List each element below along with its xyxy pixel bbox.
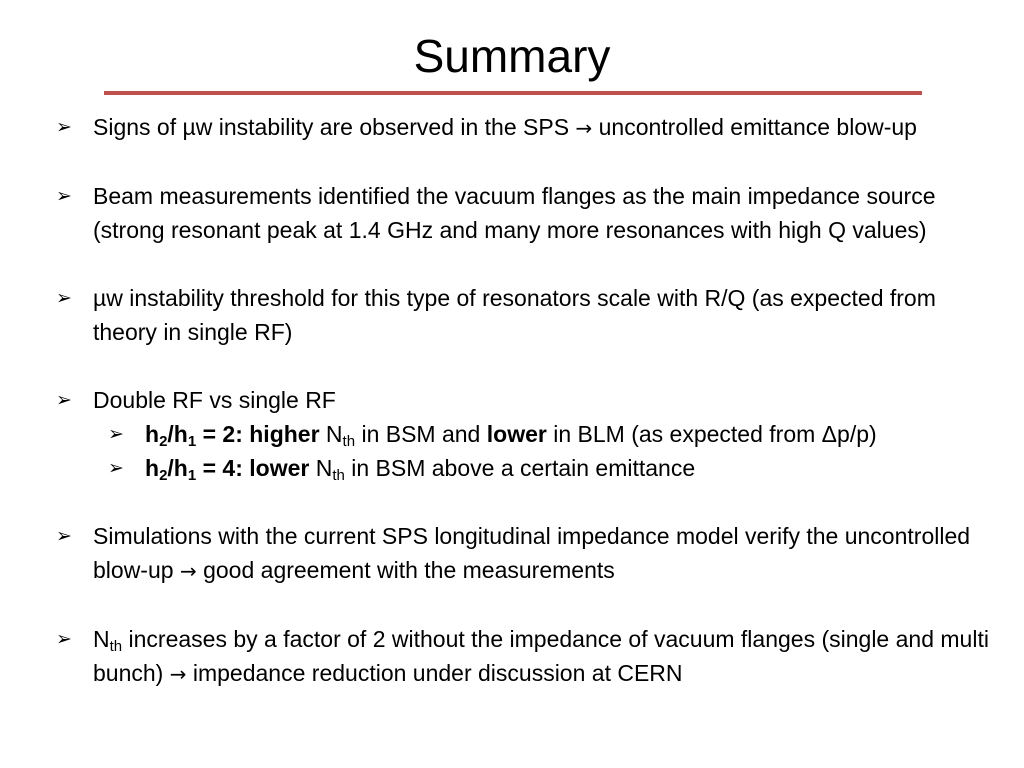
- sub-bullet-list: [93, 417, 1006, 485]
- slide-title: Summary: [413, 30, 611, 82]
- right-arrow-icon: →: [179, 559, 197, 583]
- right-arrow-icon: →: [169, 662, 187, 686]
- sub-bullet-arrowhead-icon: ➢: [108, 423, 124, 445]
- sub-bullet-arrowhead-icon: ➢: [108, 457, 124, 479]
- sub-bullet-text: $h_2/h_1 = 2$: higher $N_{th}$ in BSM and lower in BLM (as expected from Δp/p): [145, 421, 877, 450]
- bullet-item: [56, 622, 1006, 691]
- bullet-text: µw instability threshold for this type of resonators scale with R/Q (as expected from theory in single RF): [93, 285, 936, 345]
- bullet-text: Beam measurements identified the vacuum flanges as the main impedance source (strong resonant peak at 1.4 GHz and many more resonances with high Q values): [93, 183, 936, 243]
- sub-bullet-text: $h_2/h_1 = 4$: lower $N_{th}$ in BSM above a certain emittance: [145, 455, 696, 484]
- bullet-arrowhead-icon: ➢: [56, 185, 72, 207]
- bullet-arrowhead-icon: ➢: [56, 116, 72, 138]
- summary-bullet-list: [56, 110, 1006, 691]
- sub-bullet-item: [108, 417, 1006, 451]
- right-arrow-icon: →: [575, 116, 593, 140]
- sub-bullet-item: [108, 451, 1006, 485]
- bullet-arrowhead-icon: ➢: [56, 628, 72, 650]
- bullet-item: [56, 179, 1006, 247]
- bullet-text: Signs of µw instability are observed in the SPS → uncontrolled emittance blow-up: [93, 114, 917, 140]
- bullet-arrowhead-icon: ➢: [56, 287, 72, 309]
- bullet-item: [56, 383, 1006, 485]
- bullet-text: Double RF vs single RF: [93, 387, 336, 413]
- bullet-item: [56, 281, 1006, 349]
- bullet-arrowhead-icon: ➢: [56, 525, 72, 547]
- bullet-text: $N_{th}$ increases by a factor of 2 without the impedance of vacuum flanges (single and multi bunch) → impedance reduction under discussion at CERN: [93, 626, 989, 686]
- bullet-arrowhead-icon: ➢: [56, 389, 72, 411]
- bullet-item: [56, 110, 1006, 145]
- bullet-text: Simulations with the current SPS longitudinal impedance model verify the uncontrolled blow-up → good agreement with the measurements: [93, 523, 971, 583]
- title-underline: [104, 91, 922, 95]
- bullet-item: [56, 519, 1006, 588]
